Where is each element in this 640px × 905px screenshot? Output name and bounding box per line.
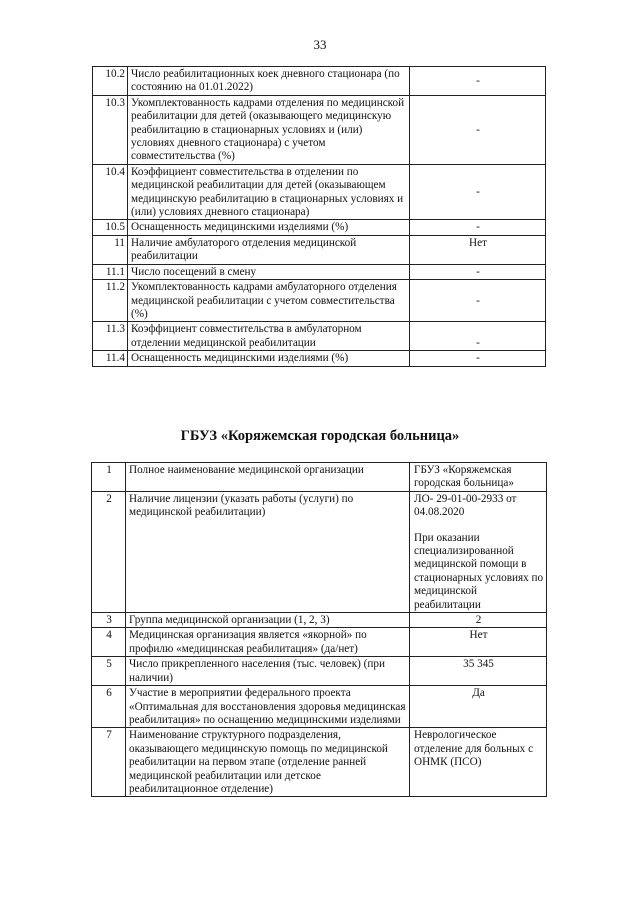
row-number: 11.1 [93,264,128,279]
table-row [93,322,546,351]
row-value: Да [410,686,547,728]
table-row [92,613,547,628]
table-row [93,67,546,96]
row-value: - [410,322,546,351]
table-row [92,686,547,728]
row-value: - [410,351,546,366]
row-value: - [410,164,546,220]
row-label: Число прикрепленного населения (тыс. человек) (при наличии) [126,657,410,686]
row-label: Число посещений в смену [128,264,410,279]
row-number: 10.3 [93,95,128,164]
row-label: Укомплектованность кадрами отделения по медицинской реабилитации для детей (оказывающего медицинскую реабилитацию в стационарных условиях и (или) условиях дневного стационара) с учетом совместительства (%) [128,95,410,164]
row-number: 2 [92,491,126,612]
table-row [92,463,547,492]
row-number: 10.2 [93,67,128,96]
row-value: Неврологическое отделение для больных с ОНМК (ПСО) [410,728,547,797]
table-row [93,164,546,220]
row-number: 10.4 [93,164,128,220]
row-number: 5 [92,657,126,686]
row-number: 11.4 [93,351,128,366]
row-label: Наименование структурного подразделения, оказывающего медицинскую помощь по медицинской реабилитации на первом этапе (отделение ранней медицинской реабилитации или детское реабилитационное отделение) [126,728,410,797]
row-number: 11 [93,235,128,264]
row-value: 35 345 [410,657,547,686]
row-value: 2 [410,613,547,628]
row-value: ГБУЗ «Коряжемская городская больница» [410,463,547,492]
row-label: Наличие лицензии (указать работы (услуги) по медицинской реабилитации) [126,491,410,612]
row-number: 6 [92,686,126,728]
table-row [93,351,546,366]
row-label: Коэффициент совместительства в амбулаторном отделении медицинской реабилитации [128,322,410,351]
row-value: - [410,264,546,279]
row-label: Оснащенность медицинскими изделиями (%) [128,220,410,235]
row-value: - [410,280,546,322]
hospital-heading: ГБУЗ «Коряжемская городская больница» [180,428,460,444]
row-number: 11.2 [93,280,128,322]
row-label: Оснащенность медицинскими изделиями (%) [128,351,410,366]
table-row [92,728,547,797]
row-label: Число реабилитационных коек дневного стационара (по состоянию на 01.01.2022) [128,67,410,96]
license-cell [410,491,547,612]
table-row [93,95,546,164]
row-label: Полное наименование медицинской организации [126,463,410,492]
row-number: 7 [92,728,126,797]
row-value: - [410,67,546,96]
row-label: Участие в мероприятии федерального проекта «Оптимальная для восстановления здоровья медицинская реабилитация» по оснащению медицинскими изделиями [126,686,410,728]
row-label: Медицинская организация является «якорной» по профилю «медицинская реабилитация» (да/нет) [126,628,410,657]
hospital-info-table [91,462,547,797]
table-row [92,628,547,657]
row-label: Наличие амбулаторого отделения медицинской реабилитации [128,235,410,264]
row-number: 1 [92,463,126,492]
row-value: - [410,95,546,164]
row-number: 3 [92,613,126,628]
table-row [92,491,547,612]
row-number: 10.5 [93,220,128,235]
row-number: 4 [92,628,126,657]
row-value: Нет [410,235,546,264]
table-row [93,280,546,322]
row-value: Нет [410,628,547,657]
row-label: Коэффициент совместительства в отделении по медицинской реабилитации для детей (оказывающем медицинскую реабилитацию в стационарных условиях и (или) условиях дневного стационара) [128,164,410,220]
license-scope: При оказании специализированной медицинской помощи в стационарных условиях по медицинской реабилитации [414,531,544,611]
spacer [414,520,544,532]
table-row [93,235,546,264]
row-label: Группа медицинской организации (1, 2, 3) [126,613,410,628]
row-number: 11.3 [93,322,128,351]
page-number: 33 [313,37,327,52]
rehab-indicators-table-continued [92,66,546,367]
row-value: - [410,220,546,235]
table-row [93,264,546,279]
license-number: ЛО- 29-01-00-2933 от 04.08.2020 [414,492,517,519]
table-row [93,220,546,235]
table-row [92,657,547,686]
row-label: Укомплектованность кадрами амбулаторного отделения медицинской реабилитации с учетом совместительства (%) [128,280,410,322]
